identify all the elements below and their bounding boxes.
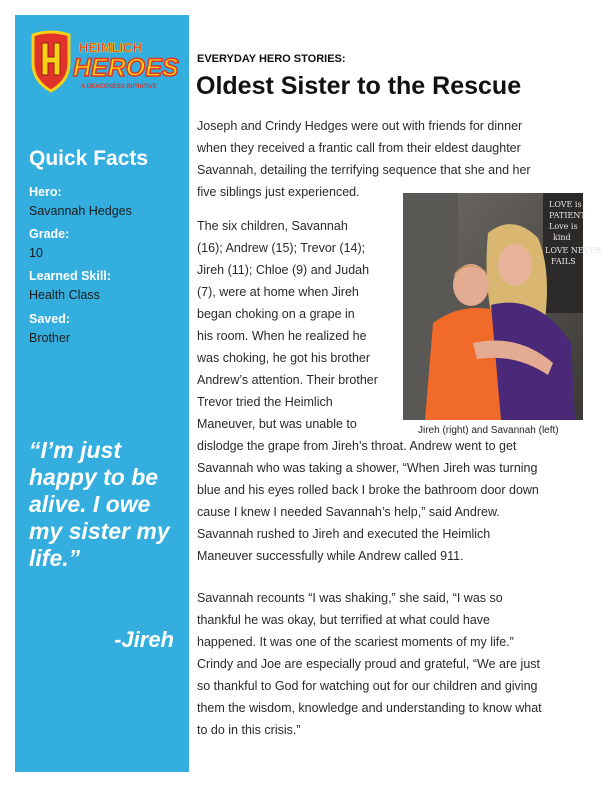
fact-value-skill: Health Class [29, 288, 100, 302]
paragraph-2: The six children, Savannah (16); Andrew (15); Trevor (14); Jireh (11); Chloe (9) and Judah (7), were at home when Jireh began choking on a grape in his room. When he realized he was choking, he got his brother Andrew’s attention. Their brother Trevor tried the Heimlich Maneuver, but was unable to dislodge the grape from Jireh’s throat. Andrew went to get Savannah who was taking a shower, “When Jireh was turning blue and his eyes rolled back I broke the bathroom door down cause I knew I needed Savannah’s help,” said Andrew. Savannah rushed to Jireh and executed the Heimlich Maneuver successfully while Andrew called 911. [197, 219, 539, 563]
logo-tagline: A DEACONESS INITIATIVE [81, 84, 157, 90]
quote-attribution: -Jireh [114, 627, 174, 652]
fact-value-grade: 10 [29, 246, 43, 260]
photo-sign-line-4: kind [553, 233, 571, 242]
fact-value-saved: Brother [29, 331, 70, 345]
photo-caption: Jireh (right) and Savannah (left) [418, 425, 559, 436]
hug-photo [403, 193, 602, 420]
fact-label-saved: Saved: [29, 312, 70, 326]
fact-label-hero: Hero: [29, 185, 62, 199]
photo-sign-line-5: LOVE NEVER [545, 246, 602, 255]
photo-sign-line-2: PATIENT [549, 211, 586, 220]
photo-sign-line-1: LOVE is [549, 200, 582, 209]
photo-sign-line-6: FAILS [551, 257, 576, 266]
article-headline: Oldest Sister to the Rescue [196, 72, 522, 100]
paragraph-3: Savannah recounts “I was shaking,” she said, “I was so thankful he was okay, but terrified at what could have happened. It was one of the scariest moments of my life.” Crindy and Joe are especially proud and grateful, “We are just so thankful to God for watching out for our children and giving them the wisdom, knowledge and understanding to know what to do in this crisis.” [197, 591, 542, 737]
fact-label-skill: Learned Skill: [29, 269, 111, 283]
photo-sign-line-3: Love is [549, 222, 578, 231]
pull-quote: “I’m just happy to be alive. I owe my sister my life.” [29, 437, 170, 571]
article-kicker: EVERYDAY HERO STORIES: [197, 53, 346, 65]
paragraph-1: Joseph and Crindy Hedges were out with friends for dinner when they received a frantic call from their eldest daughter Savannah, detailing the terrifying sequence that she and her five siblings just experienced. [197, 119, 531, 199]
quick-facts-sidebar [15, 15, 189, 772]
quick-facts-title: Quick Facts [29, 147, 149, 170]
fact-label-grade: Grade: [29, 227, 70, 241]
heimlich-heroes-logo [29, 29, 189, 99]
logo-brand-top: HEIMLICH [79, 40, 142, 55]
fact-value-hero: Savannah Hedges [29, 204, 132, 218]
logo-brand-main: HEROES [73, 54, 179, 82]
